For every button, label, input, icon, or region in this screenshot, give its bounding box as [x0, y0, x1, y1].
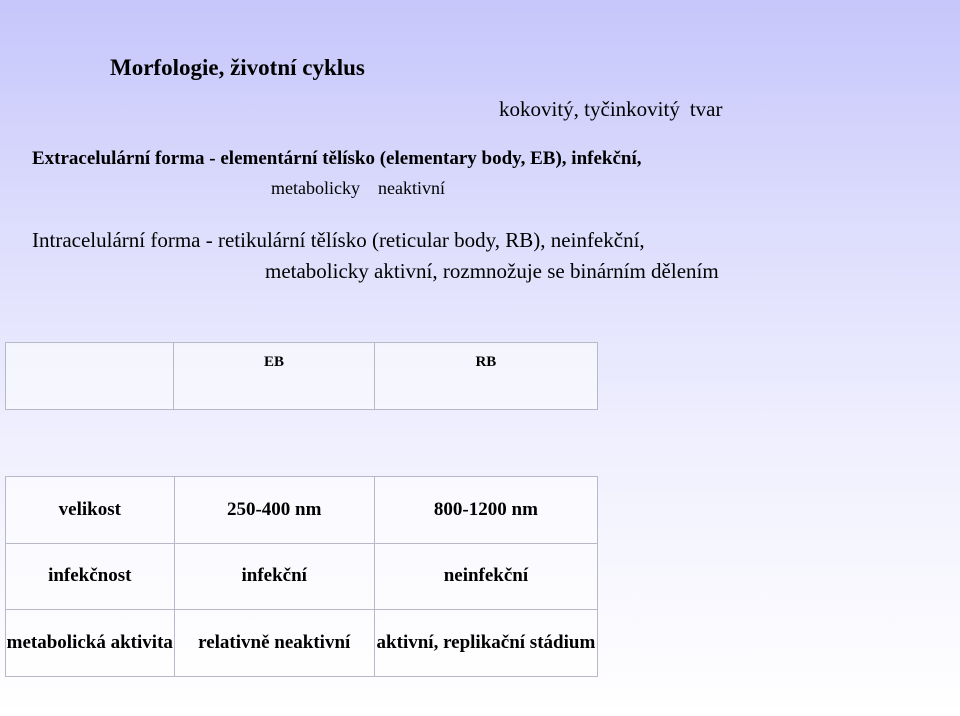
eb-metabolism-word: metabolicky — [271, 178, 360, 198]
table-row — [6, 543, 598, 610]
slide-title: Morfologie, životní cyklus — [110, 55, 365, 80]
extracellular-form-line: Extracelulární forma - elementární tělísko (elementary body, EB), infekční, — [32, 148, 642, 169]
intracellular-metabolism-line: metabolicky aktivní, rozmnožuje se binárním dělením — [265, 259, 719, 283]
header-cell-eb: EB — [174, 343, 374, 410]
eb-infectivity-cell: infekční — [174, 543, 374, 610]
header-cell-rb: RB — [374, 343, 597, 410]
table-row — [6, 477, 598, 544]
row-label-infectivity: infekčnost — [6, 543, 175, 610]
eb-inactive-word: neaktivní — [377, 178, 445, 198]
extracellular-metabolism-line — [271, 178, 445, 199]
rb-size-cell: 800-1200 nm — [374, 477, 597, 544]
comparison-table — [5, 476, 598, 677]
rb-metabolic-activity-cell: aktivní, replikační stádium — [374, 610, 597, 677]
row-label-size: velikost — [6, 477, 175, 544]
table-header-row — [6, 343, 598, 410]
shape-text: kokovitý, tyčinkovitý — [499, 97, 680, 121]
header-cell-empty — [6, 343, 174, 410]
rb-infectivity-cell: neinfekční — [374, 543, 597, 610]
eb-metabolic-activity-cell: relativně neaktivní — [174, 610, 374, 677]
shape-description — [499, 97, 722, 122]
table-row — [6, 610, 598, 677]
comparison-header-table — [5, 342, 598, 410]
shape-word: tvar — [689, 97, 723, 121]
eb-size-cell: 250-400 nm — [174, 477, 374, 544]
row-label-metabolic-activity: metabolická aktivita — [6, 610, 175, 677]
intracellular-form-line: Intracelulární forma - retikulární tělísko (reticular body, RB), neinfekční, — [32, 228, 645, 252]
